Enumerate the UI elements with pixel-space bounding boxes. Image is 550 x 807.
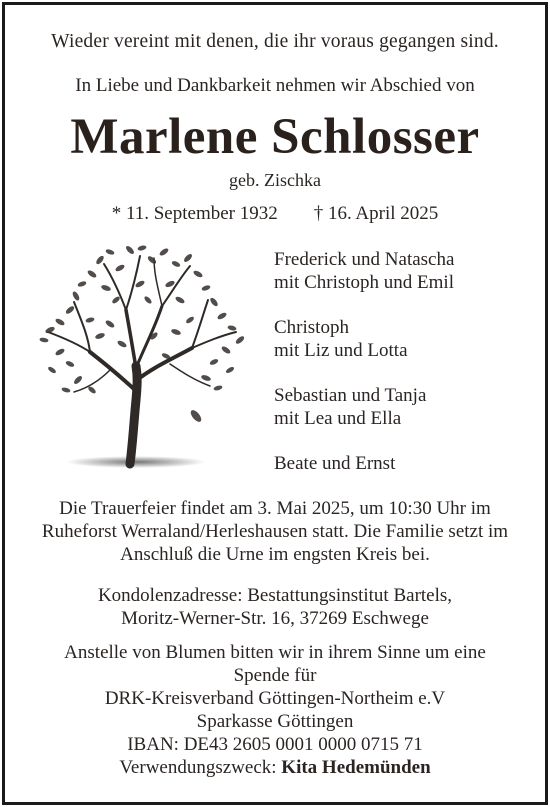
intro-text: In Liebe und Dankbarkeit nehmen wir Abschied von: [75, 75, 475, 96]
purpose-line: [0, 756, 550, 779]
deceased-name: Marlene Schlosser: [70, 109, 480, 165]
family-line: mit Lea und Ella: [274, 408, 402, 429]
family-group: [274, 248, 454, 294]
tree-icon: [30, 240, 248, 472]
family-line: mit Liz und Lotta: [274, 340, 408, 361]
family-list: [274, 248, 454, 475]
family-group: [274, 384, 454, 430]
ceremony-line: Die Trauerfeier findet am 3. Mai 2025, um 10:30 Uhr im: [59, 498, 491, 519]
donation-info: [0, 641, 550, 779]
donation-line: IBAN: DE43 2605 0001 0000 0715 71: [127, 734, 423, 755]
family-line: Beate und Ernst: [274, 453, 396, 474]
family-line: Sebastian und Tanja: [274, 385, 427, 406]
ceremony-info: [0, 497, 550, 566]
purpose-label: Verwendungszweck:: [119, 757, 277, 778]
donation-line: Anstelle von Blumen bitten wir in ihrem Sinne um eine: [64, 642, 486, 663]
family-group: [274, 316, 454, 362]
condolence-line: Moritz-Werner-Str. 16, 37269 Eschwege: [121, 608, 429, 629]
family-line: mit Christoph und Emil: [274, 272, 454, 293]
donation-line: Sparkasse Göttingen: [196, 711, 354, 732]
birth-date: * 11. September 1932: [111, 203, 278, 224]
life-dates: [0, 203, 550, 225]
family-line: Frederick und Natascha: [274, 249, 455, 270]
donation-line: DRK-Kreisverband Göttingen-Northeim e.V: [104, 688, 446, 709]
birth-name: geb. Zischka: [229, 170, 321, 190]
motto: Wieder vereint mit denen, die ihr voraus gegangen sind.: [51, 31, 499, 52]
ceremony-line: Anschluß die Urne im engsten Kreis bei.: [120, 544, 430, 565]
death-date: † 16. April 2025: [313, 203, 439, 224]
purpose-value: Kita Hedemünden: [281, 757, 431, 778]
family-line: Christoph: [274, 317, 349, 338]
ceremony-line: Ruheforst Werraland/Herleshausen statt. Die Familie setzt im: [41, 521, 509, 542]
family-group: [274, 452, 454, 475]
condolence-line: Kondolenzadresse: Bestattungsinstitut Bartels,: [97, 585, 453, 606]
donation-line: Spende für: [233, 665, 317, 686]
condolence-address: [0, 584, 550, 630]
